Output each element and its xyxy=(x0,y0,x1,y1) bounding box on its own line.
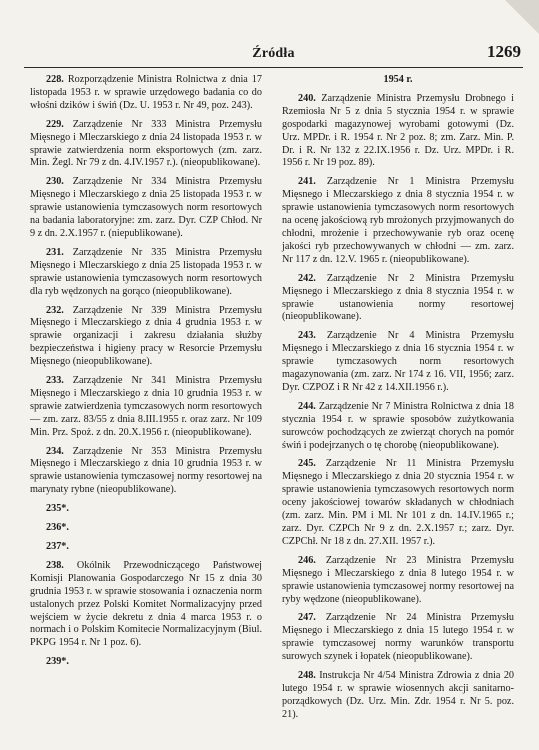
entry-242 xyxy=(282,273,514,325)
right-column xyxy=(282,74,514,728)
entry-text: Zarządzenie Nr 335 Ministra Przemysłu Mięsnego i Mleczarskiego z dnia 25 listopada 1953 r. w sprawie ustanowienia tymczasowych norm resortowych dla ryb wędzonych na gorąco (nieopublikowane). xyxy=(30,246,262,297)
entry-number: 243. xyxy=(298,330,316,342)
entry-number: 247. xyxy=(298,612,316,624)
entry-text: Zarządzenie Nr 353 Ministra Przemysłu Mięsnego i Mleczarskiego z dnia 10 grudnia 1953 r. w sprawie ustanowienia tymczasowej normy resortowej na marynaty rybne (nieopublikowane). xyxy=(30,445,262,496)
entry-number: 233. xyxy=(46,375,64,387)
entry-230 xyxy=(30,176,262,241)
entry-text: Zarządzenie Nr 334 Ministra Przemysłu Mięsnego i Mleczarskiego z dnia 25 listopada 1953 r. w sprawie ustanowienia tymczasowych norm resortowych na badania laboratoryjne: zm. zarz. Dyr. CZP Chłod. Nr 9 z dn. 2.X.1957 r. (niepublikowane). xyxy=(30,176,262,239)
entry-number: 240. xyxy=(298,92,316,104)
entry-248 xyxy=(282,670,514,722)
entry-text: Zarządzenie Nr 339 Ministra Przemysłu Mięsnego i Mleczarskiego z dnia 4 grudnia 1953 r. w sprawie organizacji i zakresu działania służby bezpieczeństwa i higieny pracy w Resorcie Przemysłu Mięsnego (nieopublikowane). xyxy=(30,304,262,368)
page-corner xyxy=(505,0,539,34)
entry-247 xyxy=(282,612,514,664)
entry-243 xyxy=(282,330,514,395)
entry-number: 239*. xyxy=(46,656,69,668)
entry-number: 241. xyxy=(298,176,316,188)
entry-number: 236*. xyxy=(46,522,69,534)
entry-number: 234. xyxy=(46,445,64,457)
entry-number: 228. xyxy=(46,74,64,85)
entry-number: 232. xyxy=(46,304,64,316)
entry-text: Zarządzenie Nr 4 Ministra Przemysłu Mięsnego i Mleczarskiego z dnia 16 stycznia 1954 r. w sprawie tymczasowych norm resortowych magazynowania (zm. zarz. Nr 174 z 16. VII, 1956; zarz. Dyr. CZPOZ i R Nr 42 z 14.XII.1956 r.). xyxy=(282,330,515,393)
entry-number: 244. xyxy=(298,400,316,412)
entry-236 xyxy=(30,522,262,535)
entry-number: 231. xyxy=(46,246,64,258)
entry-text: Zarządzenie Nr 23 Ministra Przemysłu Mięsnego i Mleczarskiego z dnia 8 lutego 1954 r. w sprawie ustanowienia tymczasowej normy resortowej na ryby wędzone (nieopublikowane). xyxy=(282,554,515,605)
page-header xyxy=(24,40,523,66)
entry-number: 248. xyxy=(298,670,316,682)
entry-229 xyxy=(30,119,262,171)
entry-228 xyxy=(30,74,262,113)
running-title: Źródła xyxy=(252,46,295,61)
header-rule xyxy=(24,67,523,68)
entry-number: 246. xyxy=(298,554,316,566)
entry-text: Instrukcja Nr 4/54 Ministra Zdrowia z dnia 20 lutego 1954 r. w sprawie wiosennych akcji sanitarno-porządkowych (Dz. Urz. Min. Zdr. 1954 r. Nr 5. poz. 21). xyxy=(282,670,515,720)
entry-245 xyxy=(282,458,514,548)
year-heading: 1954 r. xyxy=(383,74,413,85)
entry-number: 237*. xyxy=(46,541,69,552)
entry-240 xyxy=(282,93,514,170)
entry-number: 242. xyxy=(298,272,316,284)
entry-text: Zarządzenie Nr 24 Ministra Przemysłu Mięsnego i Mleczarskiego z dnia 15 lutego 1954 r. w sprawie tymczasowej normy warunków transportu surowych szynek i łopatek (nieopublikowane). xyxy=(282,612,515,663)
entry-text: Zarządzenie Nr 1 Ministra Przemysłu Mięsnego i Mleczarskiego z dnia 8 stycznia 1954 r. w sprawie ustanowienia tymczasowych norm resortowych na ocenę jakościową ryb mrożonych przyjmowanych do chłodni, mrożenie i przechowywanie ryb oraz ocenę jakości ryb przechowywanych w chłodni — zm. zarz. Nr 117 z dn. 12.V. 1965 r. (nieopublikowane). xyxy=(282,176,515,265)
entry-237 xyxy=(30,541,262,554)
entry-text: Zarządzenie Nr 333 Ministra Przemysłu Mięsnego i Mleczarskiego z dnia 24 listopada 1953 r. w sprawie zatwierdzenia norm eksportowych (zm. zarz. Min. Żegl. Nr 79 z dn. 4.IV.1957 r.). (nieopublikowane). xyxy=(30,118,262,169)
entry-235 xyxy=(30,503,262,516)
entry-text: Zarządzenie Nr 2 Ministra Przemysłu Mięsnego i Mleczarskiego z dnia 8 stycznia 1954 r. w sprawie ustanowienia normy resortowej (nieopublikowane). xyxy=(282,272,515,323)
entry-number: 235*. xyxy=(46,503,69,515)
entry-232 xyxy=(30,305,262,370)
entry-text: Zarządzenie Ministra Przemysłu Drobnego i Rzemiosła Nr 5 z dnia 5 stycznia 1954 r. w sprawie gospodarki magazynowej wyrobami gotowymi (Dz. Urz. MPDr. i R. 1954 r. Nr 2 poz. 8; zm. Zarz. Min. P. Dr. i R. Nr 132 z 22.IX.1956 r. Dz. Urz. MPDr. i R. 1956 r. Nr 19 poz. 89). xyxy=(282,92,514,169)
entry-244 xyxy=(282,401,514,453)
entry-text: Zarządzenie Nr 7 Ministra Rolnictwa z dnia 18 stycznia 1954 r. w sprawie sposobów zużytkowania surowców pochodzących ze zwierząt chorych na pomór świń i podejrzanych o tę chorobę (nieopublikowane). xyxy=(282,400,514,451)
entry-246 xyxy=(282,555,514,607)
entry-number: 245. xyxy=(298,458,316,470)
entry-text: Okólnik Przewodniczącego Państwowej Komisji Planowania Gospodarczego Nr 15 z dnia 30 grudnia 1953 r. w sprawie stosowania i oznaczenia norm ustalonych przez Polski Komitet Normalizacyjny przed wejściem w życie dekretu z dnia 4 marca 1953 r. o normach i o Polskim Komitecie Normalizacyjnym (Biul. PKPG 1954 r. Nr 1 poz. 6). xyxy=(30,559,263,649)
entry-text: Rozporządzenie Ministra Rolnictwa z dnia 17 listopada 1953 r. w sprawie urzędowego badania co do włośni dzików i świń (Dz. U. 1953 r. Nr 49, poz. 243). xyxy=(30,74,262,111)
entry-239 xyxy=(30,656,262,669)
entry-text: Zarządzenie Nr 341 Ministra Przemysłu Mięsnego i Mleczarskiego z dnia 10 grudnia 1953 r. w sprawie zatwierdzenia tymczasowych norm resortowych — zm. zarz. 83/55 z dnia 8.III.1955 r. oraz zarz. Nr 109 Min. Prz. Spoż. z dn. 20.X.1956 r. (nieopublikowane). xyxy=(30,375,262,438)
left-column xyxy=(30,74,262,675)
entry-text: Zarządzenie Nr 11 Ministra Przemysłu Mięsnego i Mleczarskiego z dnia 20 stycznia 1954 r. w sprawie ustanowienia tymczasowych resortowych norm oceny jakościowej towarów składanych w chłodniach (zm. zarz. Min. PM i Ml. Nr 101 z dn. 14.IV.1965 r.; zarz. Dyr. CZPCh Nr 9 z dn. 2.X.1957 r.; zarz. Dyr. CZPChł. Nr 18 z dn. 27.XII. 1957 r.). xyxy=(282,458,514,547)
entry-number: 230. xyxy=(46,176,64,188)
entry-241 xyxy=(282,176,514,266)
page-number: 1269 xyxy=(487,42,521,61)
entry-234 xyxy=(30,446,262,498)
entry-233 xyxy=(30,375,262,440)
entry-number: 229. xyxy=(46,118,64,130)
entry-number: 238. xyxy=(46,559,64,571)
entry-231 xyxy=(30,247,262,299)
entry-238 xyxy=(30,560,262,650)
